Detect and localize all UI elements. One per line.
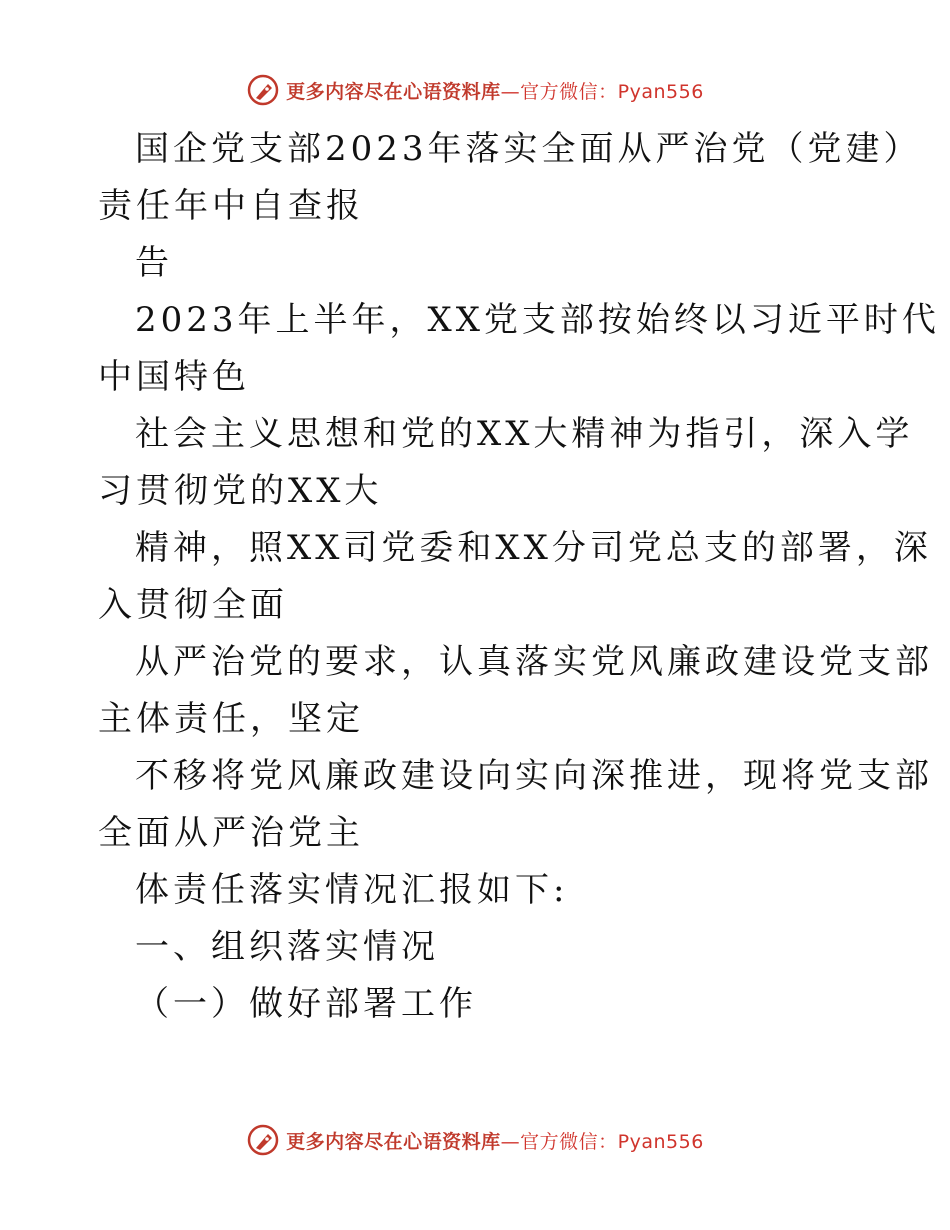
- document-body: [98, 121, 940, 1033]
- pen-nib-logo-icon: [246, 73, 280, 107]
- paragraph-line: 从严治党的要求，认真落实党风廉政建设党支部: [135, 642, 933, 682]
- title-line-2: 责任年中自查报: [98, 186, 364, 226]
- watermark-header: [0, 70, 950, 110]
- paragraph-line: 习贯彻党的XX大: [98, 471, 383, 511]
- paragraph-line: 体责任落实情况汇报如下:: [135, 870, 569, 910]
- title-line-1: 国企党支部2023年落实全面从严治党（党建）: [135, 129, 922, 169]
- pen-nib-logo-icon: [246, 1123, 280, 1157]
- subsection-heading: （一）做好部署工作: [135, 984, 477, 1024]
- watermark-footer: [0, 1120, 950, 1160]
- paragraph-line: 社会主义思想和党的XX大精神为指引，深入学: [135, 414, 914, 454]
- paragraph-line: 2023年上半年，XX党支部按始终以习近平时代: [135, 300, 940, 340]
- paragraph-line: 中国特色: [98, 357, 250, 397]
- watermark-contact: —官方微信：Pyan556: [500, 1130, 704, 1153]
- title-line-3: 告: [135, 243, 173, 283]
- watermark-contact: —官方微信：Pyan556: [500, 80, 704, 103]
- watermark-brand: 更多内容尽在心语资料库: [286, 1130, 501, 1153]
- section-heading: 一、组织落实情况: [135, 927, 439, 967]
- paragraph-line: 入贯彻全面: [98, 585, 288, 625]
- paragraph-line: 精神，照XX司党委和XX分司党总支的部署，深: [135, 528, 932, 568]
- watermark-brand: 更多内容尽在心语资料库: [286, 80, 501, 103]
- paragraph-line: 主体责任，坚定: [98, 699, 364, 739]
- paragraph-line: 全面从严治党主: [98, 813, 364, 853]
- paragraph-line: 不移将党风廉政建设向实向深推进，现将党支部: [135, 756, 933, 796]
